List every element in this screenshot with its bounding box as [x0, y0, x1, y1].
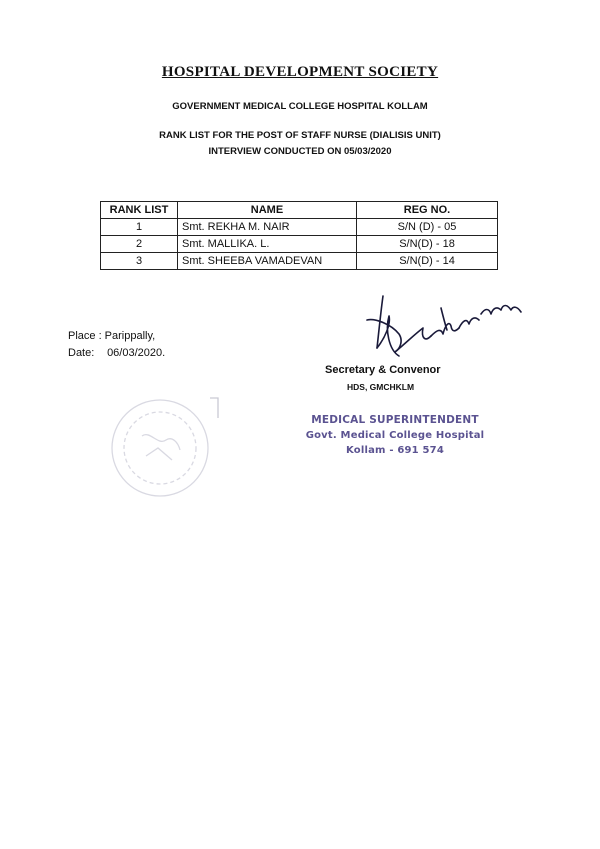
- name-cell: Smt. SHEEBA VAMADEVAN: [178, 253, 357, 270]
- seal-line-hospital: Govt. Medical College Hospital: [305, 430, 485, 441]
- rank-table: [100, 201, 498, 270]
- table-row: [101, 236, 498, 253]
- place-line: Place : Parippally,: [68, 330, 156, 342]
- rank-list-heading: RANK LIST FOR THE POST OF STAFF NURSE (DIALISIS UNIT): [159, 130, 441, 141]
- seal-line-designation: MEDICAL SUPERINTENDENT: [311, 414, 479, 426]
- seal-line-address: Kollam - 691 574: [345, 445, 444, 456]
- handwritten-signature: [355, 290, 525, 365]
- column-header-reg-no: REG NO.: [357, 202, 498, 219]
- reg-no-cell: S/N(D) - 18: [357, 236, 498, 253]
- rank-cell: 1: [101, 219, 178, 236]
- reg-no-cell: S/N(D) - 14: [357, 253, 498, 270]
- signatory-organization: HDS, GMCHKLM: [347, 382, 415, 392]
- institution-name: GOVERNMENT MEDICAL COLLEGE HOSPITAL KOLLAM: [172, 101, 428, 112]
- table-header-row: [101, 202, 498, 219]
- column-header-rank: RANK LIST: [101, 202, 178, 219]
- table-row: [101, 219, 498, 236]
- name-cell: Smt. MALLIKA. L.: [178, 236, 357, 253]
- rank-cell: 2: [101, 236, 178, 253]
- date-line: [68, 347, 165, 359]
- reg-no-cell: S/N (D) - 05: [357, 219, 498, 236]
- interview-date-line: INTERVIEW CONDUCTED ON 05/03/2020: [208, 146, 392, 157]
- table-row: [101, 253, 498, 270]
- rank-cell: 3: [101, 253, 178, 270]
- name-cell: Smt. REKHA M. NAIR: [178, 219, 357, 236]
- date-value: 06/03/2020.: [107, 347, 166, 359]
- signatory-title: Secretary & Convenor: [325, 364, 441, 376]
- column-header-name: NAME: [178, 202, 357, 219]
- date-label: Date:: [68, 347, 95, 359]
- document-title: HOSPITAL DEVELOPMENT SOCIETY: [161, 64, 439, 80]
- faded-round-stamp: [98, 390, 228, 505]
